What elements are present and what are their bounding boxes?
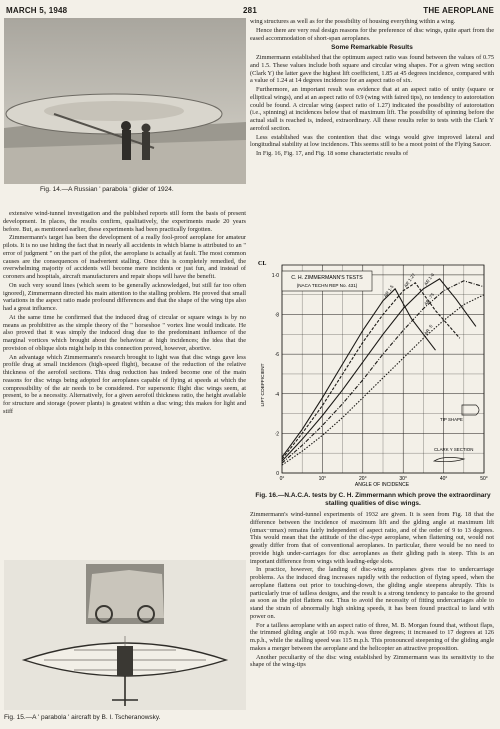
fig14-glider-photo: [4, 18, 246, 184]
left-paragraph: An advantage which Zimmermann's research brought to light was that disc wings gave less profile drag at small incidences (high-speed flight), because of the reduction of the relative thickness of the aerofoil sections. This drag reduction has indeed become one of the main reasons for disc wings being adopted for aeroplanes capable of flying at speeds at which the compressibility of the air needs to be considered. For supersonic flight disc wings seem, at present, to be a necessity. Alternatively, for a given aerofoil thickness ratio, the height available for structure and storage (power plants) is greatest within a disc wing; this makes for light and stiff: [3, 353, 246, 415]
y-tick-label: ·6: [274, 352, 279, 359]
x-tick-label: 40°: [439, 476, 448, 482]
chart-title: C. H. ZIMMERMANN'S TESTS: [291, 275, 363, 281]
x-tick-label: 50°: [480, 476, 488, 482]
left-paragraph: On such very sound lines (which seem to be generally acknowledged, but still far too often ignored), Zimmermann directed his main attention to the stalling problem. He proved that small variations in the aspect ratio made profound differences and that the shape of the wing tips also had a great influence.: [3, 281, 246, 312]
y-tick-label: ·2: [274, 431, 279, 438]
x-tick-label: 20°: [359, 476, 367, 482]
series-label: AR 1·27: [402, 272, 417, 289]
header-page-number: 281: [243, 6, 257, 15]
left-paragraph: extensive wind-tunnel investigation and the published reports still form the basis of present development. In places, the results confirm, qualitatively, the experiments made 20 years before. But, as mentioned earlier, these experiments had been practically forgotten.: [3, 210, 246, 233]
right-column-top: [250, 18, 494, 159]
chart-ylabel: LIFT COEFFICIENT: [261, 363, 266, 407]
left-paragraph: Zimmermann's target has been the development of a really fool-proof aeroplane for amateur pilots. It is no use hiding the fact that in nearly all accidents in which blame is attributed to an " error of judgment " on the part of the pilot, the aeroplane is actually at fault. The most common causes are the consequences of inadvertent stalling. Once this is completely remedied, the overwhelming majority of accidents will become mere incidents or just fun, and instead of coroners and hospitals, aircraft manufacturers and repair shops will have the benefit.: [3, 234, 246, 280]
x-tick-label: 30°: [399, 476, 407, 482]
fig14-caption: Fig. 14.—A Russian ' parabola ' glider of 1924.: [40, 186, 174, 193]
fig16-lift-chart: [252, 255, 494, 489]
chart-title-box: [282, 271, 372, 291]
x-tick-label: 10°: [318, 476, 327, 482]
fig15-caption: Fig. 15.—A ' parabola ' aircraft by B. I. Tscheranowsky.: [4, 714, 161, 721]
chart-annotation-clark-y: CLARK Y SECTION: [434, 447, 474, 452]
chart-cl-symbol: CL: [258, 261, 267, 267]
fig16-caption: Fig. 16.—N.A.C.A. tests by C. H. Zimmermann which prove the extraordinary stalling qualities of disc wings.: [255, 492, 491, 507]
series-label: AR 1·0: [423, 272, 436, 287]
chart-xlabel: ANGLE OF INCIDENCE: [354, 482, 410, 488]
right-paragraph: Zimmermann's wind-tunnel experiments of 1932 are given. It is seen from Fig. 18 that the difference between the incidence of maximum lift and the glding angle at maximum lift (αmax−αmax) remains fairly independent of aspect ratio, and of the order of 9 to 13 degrees. This would mean that the attitude of the disc-type aeroplane, when flattening out, would not greatly differ from that of conventional aeroplanes. In particular, there would be no need to provide high under-carriages for disc aeroplanes as their gliding path is steep. This is an important difference from wings with leading-edge slots.: [250, 511, 494, 565]
right-paragraph: Less established was the contention that disc wings would give improved lateral and longitudinal stability at low incidences. This seems still to be a moot point of the Flying Saucer.: [250, 133, 494, 149]
right-paragraph: Furthermore, an important result was evidence that at an aspect ratio of unity (square or elliptical wings), and at an aspect ratio of 0.9 (wing with faired tips), no tendency to autorotation could be found. A circular wing (aspect ratio of 1.27) indicated the possibility of autorotation (i.e., spinning) at incidences below that of maximum lift. The possibility of spinning before the actual stall is reached is, indeed, extraordinary. All these results refer to tests with the Clark Y aerofoil section.: [250, 86, 494, 132]
section-heading: Some Remarkable Results: [331, 44, 413, 52]
x-tick-label: 0°: [279, 476, 285, 482]
right-paragraph: Hence there are very real design reasons for the preference of disc wings, quite apart from the eased accommodation of short-span aeroplanes.: [250, 26, 494, 42]
right-paragraph: wing structures as well as for the possibility of housing everything within a wing.: [250, 18, 456, 25]
y-tick-label: ·4: [274, 391, 279, 398]
y-tick-label: ·8: [274, 312, 279, 319]
y-tick-label: 1·0: [271, 272, 279, 279]
series-label: AR 1·5: [382, 284, 395, 299]
right-paragraph: For a tailless aeroplane with an aspect ratio of three, M. B. Morgan found that, without flaps, the trimmed gliding angle at 160 m.p.h. was three degrees; it increased to 17 degrees at 126 m.p.h., while the stalling speed was 115 m.p.h. This pronounced steepening of the gliding angle makes a merger between the aeroplane and the helicopter an attractive proposition.: [250, 621, 494, 652]
chart-annotation-tip-shape: TIP SHAPE: [440, 417, 463, 422]
chart-subtitle: (NACA TECHN REP No. 431): [296, 283, 358, 288]
right-paragraph: In Fig. 16, Fig. 17, and Fig. 18 some characteristic results of: [256, 150, 409, 157]
header-journal: THE AEROPLANE: [423, 6, 494, 15]
series-label: AR ·5: [423, 323, 434, 336]
left-column: [3, 210, 246, 417]
fig15-aircraft-photo: [4, 560, 246, 710]
y-tick-label: 0: [276, 471, 279, 477]
right-paragraph: In practice, however, the landing of disc-wing aeroplanes gives rise to undercarriage problems. As the induced drag increases rapidly with the reduction of flying speed, when the aeroplane flattens out prior to touching-down, the gliding angle steepens abruptly. This is particularly true of tailless designs, and the result is a strong tendency to pancake to the ground as soon as the pilot flattens out. Thus to avoid the necessity of fitting undercarriages able to stand the strain of abnormally high sinking speeds, it has been found practical to land with power on.: [250, 566, 494, 620]
right-paragraph: Zimmermann established that the optimum aspect ratio was found between the values of 0.75 and 1.5. These values include both square and circular wing shapes. For a given wing section (Clark Y) the latter gave the highest lift coefficient, 1.85 at 45 degrees incidence, compared with a value of 1.24 at 14 degrees incidence for an aspect ratio of six.: [250, 54, 494, 85]
header-date: MARCH 5, 1948: [6, 6, 68, 15]
right-column-bottom: [250, 511, 494, 670]
series-label: AR ·75: [423, 292, 436, 307]
left-paragraph: At the same time he confirmed that the induced drag of circular or square wings is by no means as prohibitive as the simple theory of the " horseshoe " vortex line would indicate. He also proved that it was simply the induced drag due to the predominant influence of the marginal vortices which brought about the behaviour at high incidences; the idea that the provision of oblique slots might help in this connection proved, however, abortive.: [3, 313, 246, 352]
right-paragraph: Another peculiarity of the disc wing established by Zimmermann was its sensitivity to the shape of the wing-tips: [250, 653, 494, 669]
